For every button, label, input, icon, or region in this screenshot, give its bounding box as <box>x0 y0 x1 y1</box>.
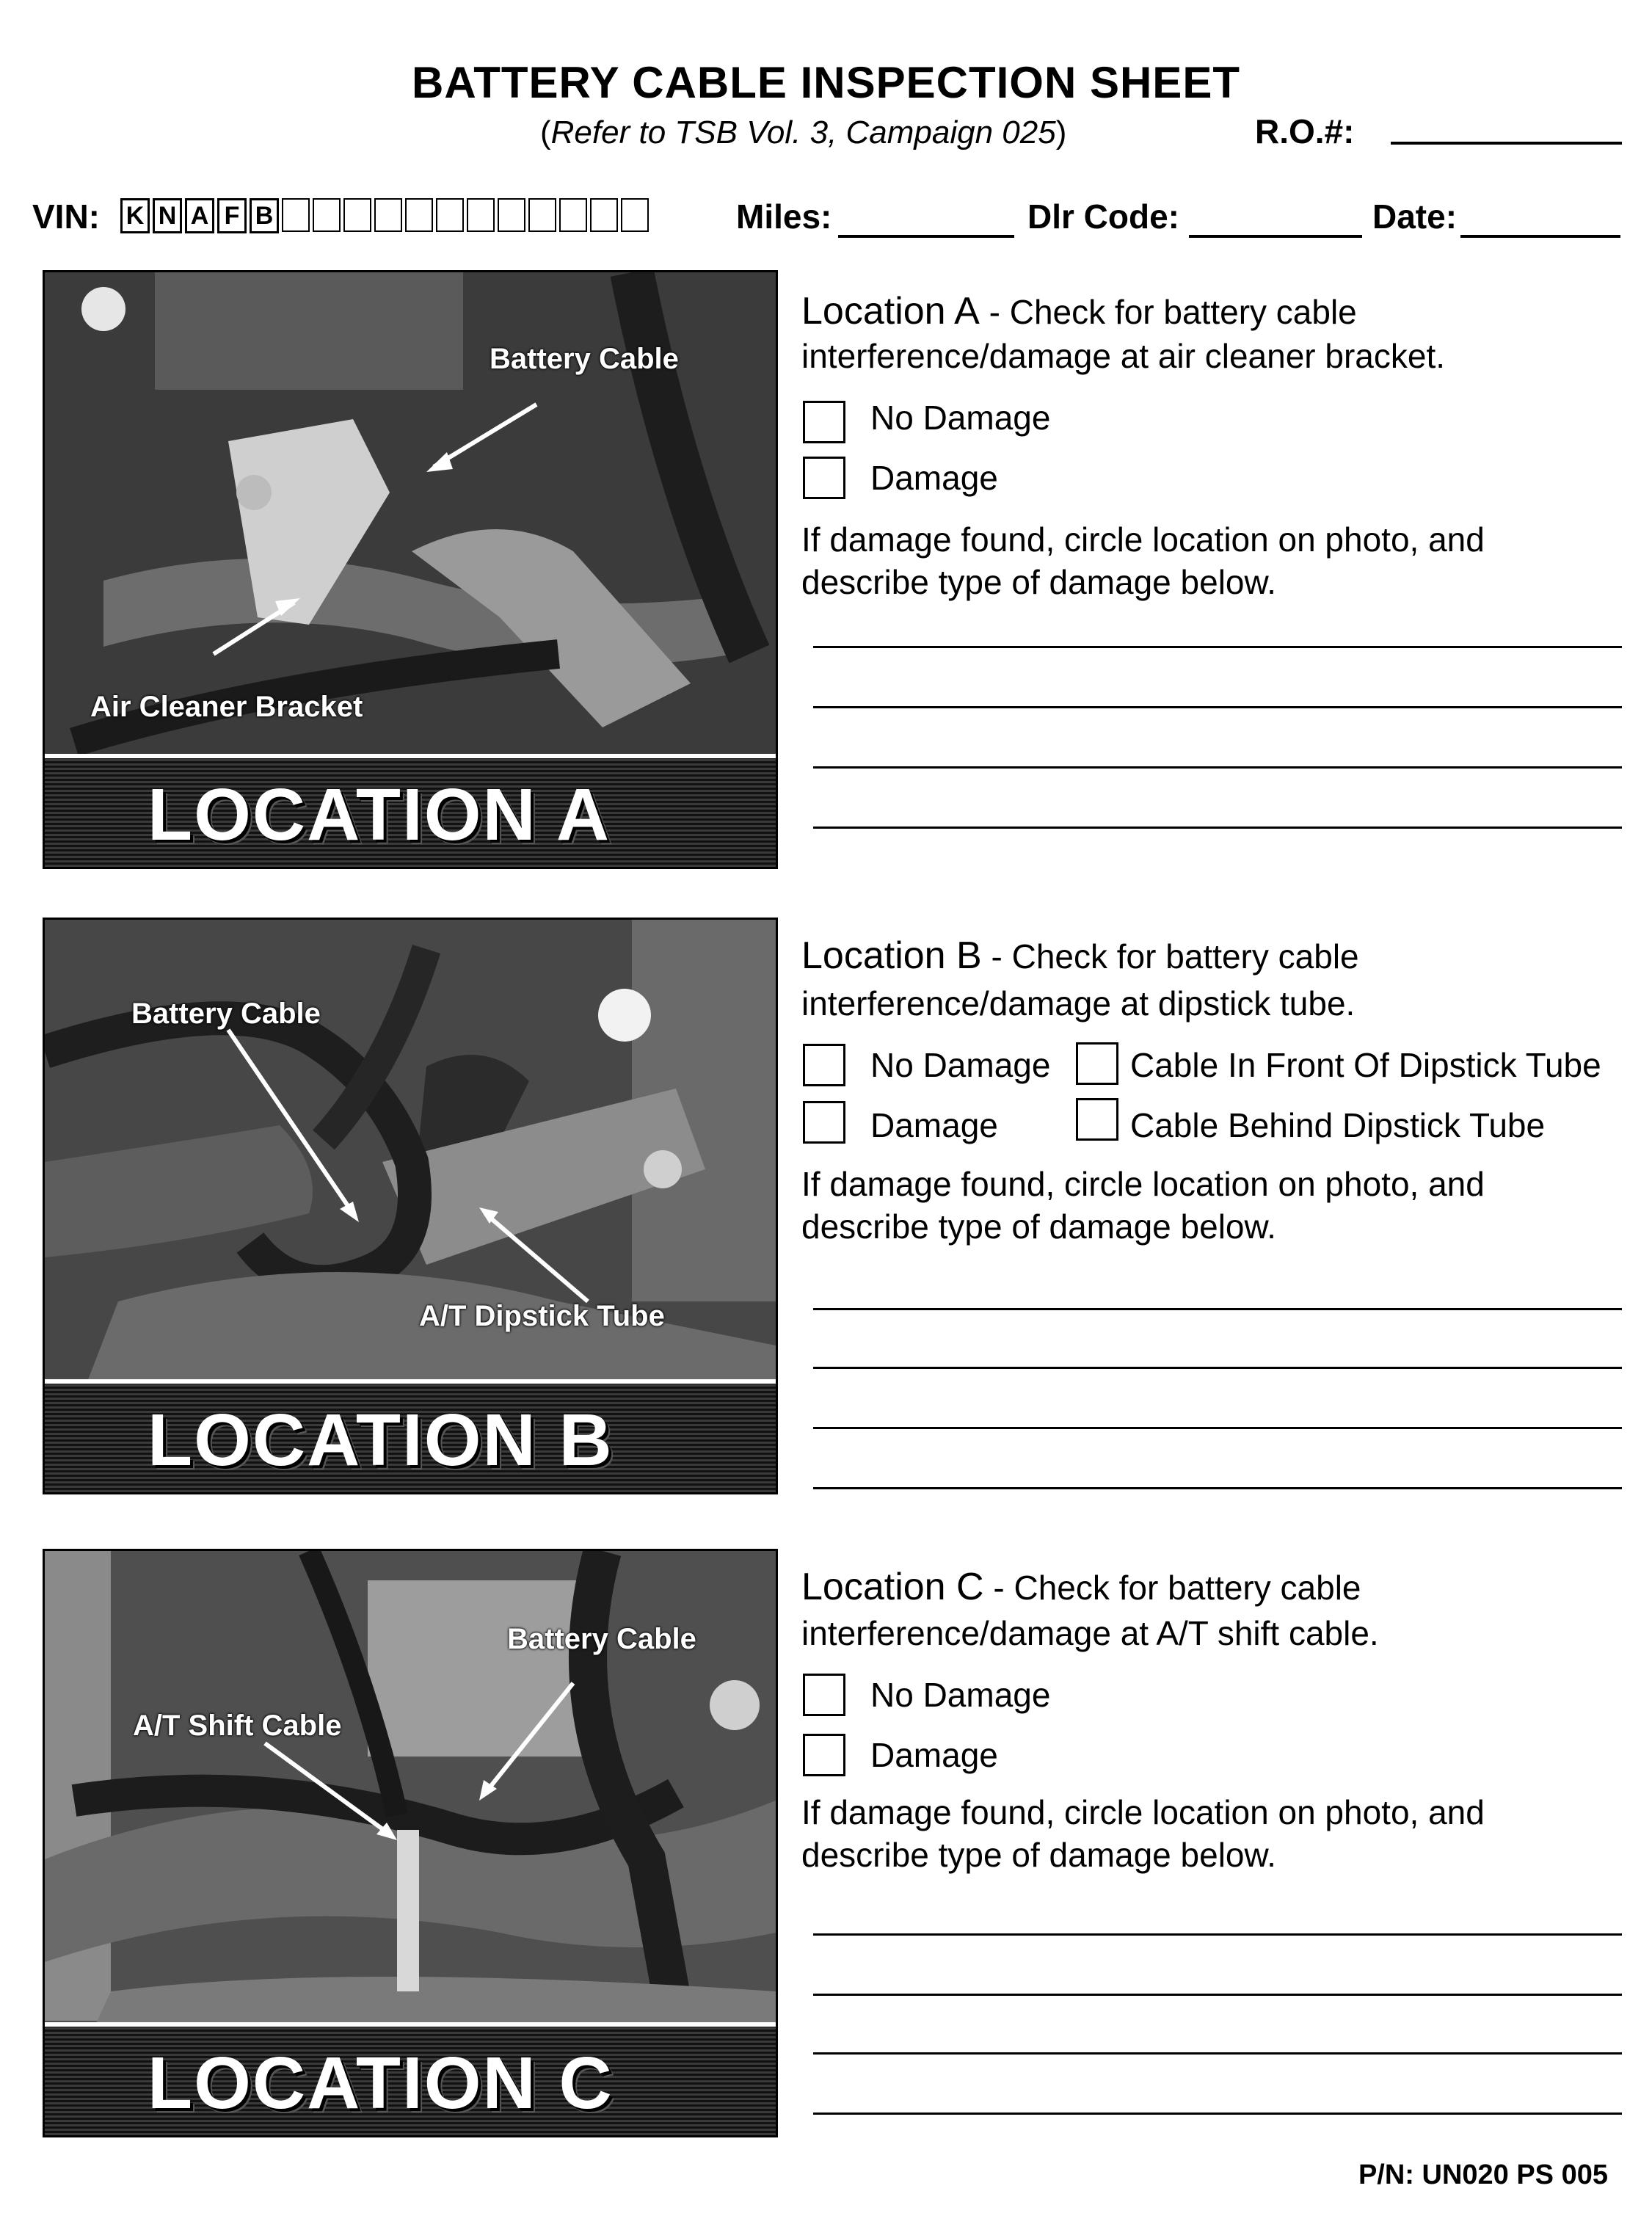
vin-empty-box[interactable] <box>374 198 402 232</box>
location-b-desc: interference/damage at dipstick tube. <box>801 984 1356 1022</box>
date-field[interactable] <box>1460 235 1620 238</box>
vin-char-box[interactable]: B <box>250 198 279 233</box>
photo-label-air-cleaner: Air Cleaner Bracket <box>90 691 363 723</box>
damage-label: Damage <box>870 459 998 497</box>
location-banner <box>45 2022 776 2135</box>
damage-line[interactable] <box>813 827 1622 829</box>
no-damage-checkbox-a[interactable] <box>803 401 845 443</box>
vin-empty-box[interactable] <box>621 198 649 232</box>
damage-checkbox-b[interactable] <box>803 1101 845 1144</box>
damage-line[interactable] <box>813 1308 1622 1310</box>
page-title: BATTERY CABLE INSPECTION SHEET <box>412 58 1240 107</box>
vin-empty-box[interactable] <box>498 198 525 232</box>
location-a-heading: Location A - Check for battery cable <box>801 290 1357 333</box>
no-damage-label: No Damage <box>870 1046 1051 1084</box>
damage-line[interactable] <box>813 1427 1622 1429</box>
vin-char-box[interactable]: A <box>185 198 214 233</box>
location-b-photo[interactable] <box>43 918 778 1494</box>
vin-empty-box[interactable] <box>405 198 433 232</box>
banner-text: LOCATION C <box>148 2042 614 2124</box>
dlr-code-label: Dlr Code: <box>1027 197 1179 236</box>
photo-label-battery-cable: Battery Cable <box>131 998 321 1030</box>
miles-field[interactable] <box>838 235 1014 238</box>
vin-boxes <box>120 198 652 233</box>
vin-label: VIN: <box>32 197 100 236</box>
miles-label: Miles: <box>736 197 832 236</box>
location-banner <box>45 754 776 867</box>
cable-behind-label: Cable Behind Dipstick Tube <box>1130 1106 1546 1144</box>
instruction-note-a: If damage found, circle location on photo, and describe type of damage below. <box>801 520 1485 601</box>
dlr-code-field[interactable] <box>1189 235 1362 238</box>
location-a-desc: interference/damage at air cleaner bracket. <box>801 337 1446 375</box>
damage-line[interactable] <box>813 1933 1622 1936</box>
vin-char-box[interactable]: F <box>217 198 247 233</box>
ro-label: R.O.#: <box>1255 112 1355 150</box>
date-label: Date: <box>1372 197 1458 236</box>
no-damage-checkbox-c[interactable] <box>803 1674 845 1716</box>
location-b-heading: Location B - Check for battery cable <box>801 934 1359 977</box>
damage-checkbox-c[interactable] <box>803 1734 845 1776</box>
photo-label-shift-cable: A/T Shift Cable <box>133 1710 342 1742</box>
photo-label-dipstick: A/T Dipstick Tube <box>419 1300 665 1332</box>
no-damage-label: No Damage <box>870 399 1051 437</box>
instruction-note-c: If damage found, circle location on photo, and describe type of damage below. <box>801 1793 1485 1874</box>
part-number: P/N: UN020 PS 005 <box>1358 2159 1608 2190</box>
vin-char-box[interactable]: N <box>153 198 182 233</box>
vin-empty-box[interactable] <box>559 198 587 232</box>
location-c-photo[interactable] <box>43 1549 778 2137</box>
photo-label-battery-cable: Battery Cable <box>490 343 679 375</box>
vin-empty-box[interactable] <box>528 198 556 232</box>
banner-text: LOCATION A <box>148 774 611 856</box>
damage-line[interactable] <box>813 1994 1622 1996</box>
vin-empty-box[interactable] <box>467 198 495 232</box>
damage-line[interactable] <box>813 766 1622 769</box>
cable-front-checkbox-b[interactable] <box>1076 1042 1118 1085</box>
instruction-note-b: If damage found, circle location on photo, and describe type of damage below. <box>801 1165 1485 1246</box>
damage-line[interactable] <box>813 2052 1622 2055</box>
location-a-photo[interactable] <box>43 270 778 869</box>
vin-empty-box[interactable] <box>590 198 618 232</box>
banner-text: LOCATION B <box>148 1399 614 1481</box>
subtitle: (Refer to TSB Vol. 3, Campaign 025) <box>540 115 1067 150</box>
location-c-desc: interference/damage at A/T shift cable. <box>801 1614 1379 1652</box>
damage-label: Damage <box>870 1106 998 1144</box>
cable-behind-checkbox-b[interactable] <box>1076 1098 1118 1141</box>
vin-empty-box[interactable] <box>343 198 371 232</box>
vin-empty-box[interactable] <box>436 198 464 232</box>
damage-line[interactable] <box>813 646 1622 648</box>
vin-char-box[interactable]: K <box>120 198 150 233</box>
cable-front-label: Cable In Front Of Dipstick Tube <box>1130 1046 1601 1084</box>
damage-line[interactable] <box>813 1367 1622 1369</box>
vin-empty-box[interactable] <box>282 198 310 232</box>
no-damage-label: No Damage <box>870 1676 1051 1714</box>
photo-label-battery-cable: Battery Cable <box>507 1623 696 1655</box>
vin-empty-box[interactable] <box>313 198 341 232</box>
location-c-heading: Location C - Check for battery cable <box>801 1566 1361 1608</box>
no-damage-checkbox-b[interactable] <box>803 1044 845 1086</box>
damage-line[interactable] <box>813 2113 1622 2115</box>
location-banner <box>45 1379 776 1492</box>
damage-label: Damage <box>870 1736 998 1774</box>
damage-checkbox-a[interactable] <box>803 457 845 499</box>
ro-number-field[interactable] <box>1391 142 1622 145</box>
damage-line[interactable] <box>813 706 1622 708</box>
damage-line[interactable] <box>813 1487 1622 1489</box>
